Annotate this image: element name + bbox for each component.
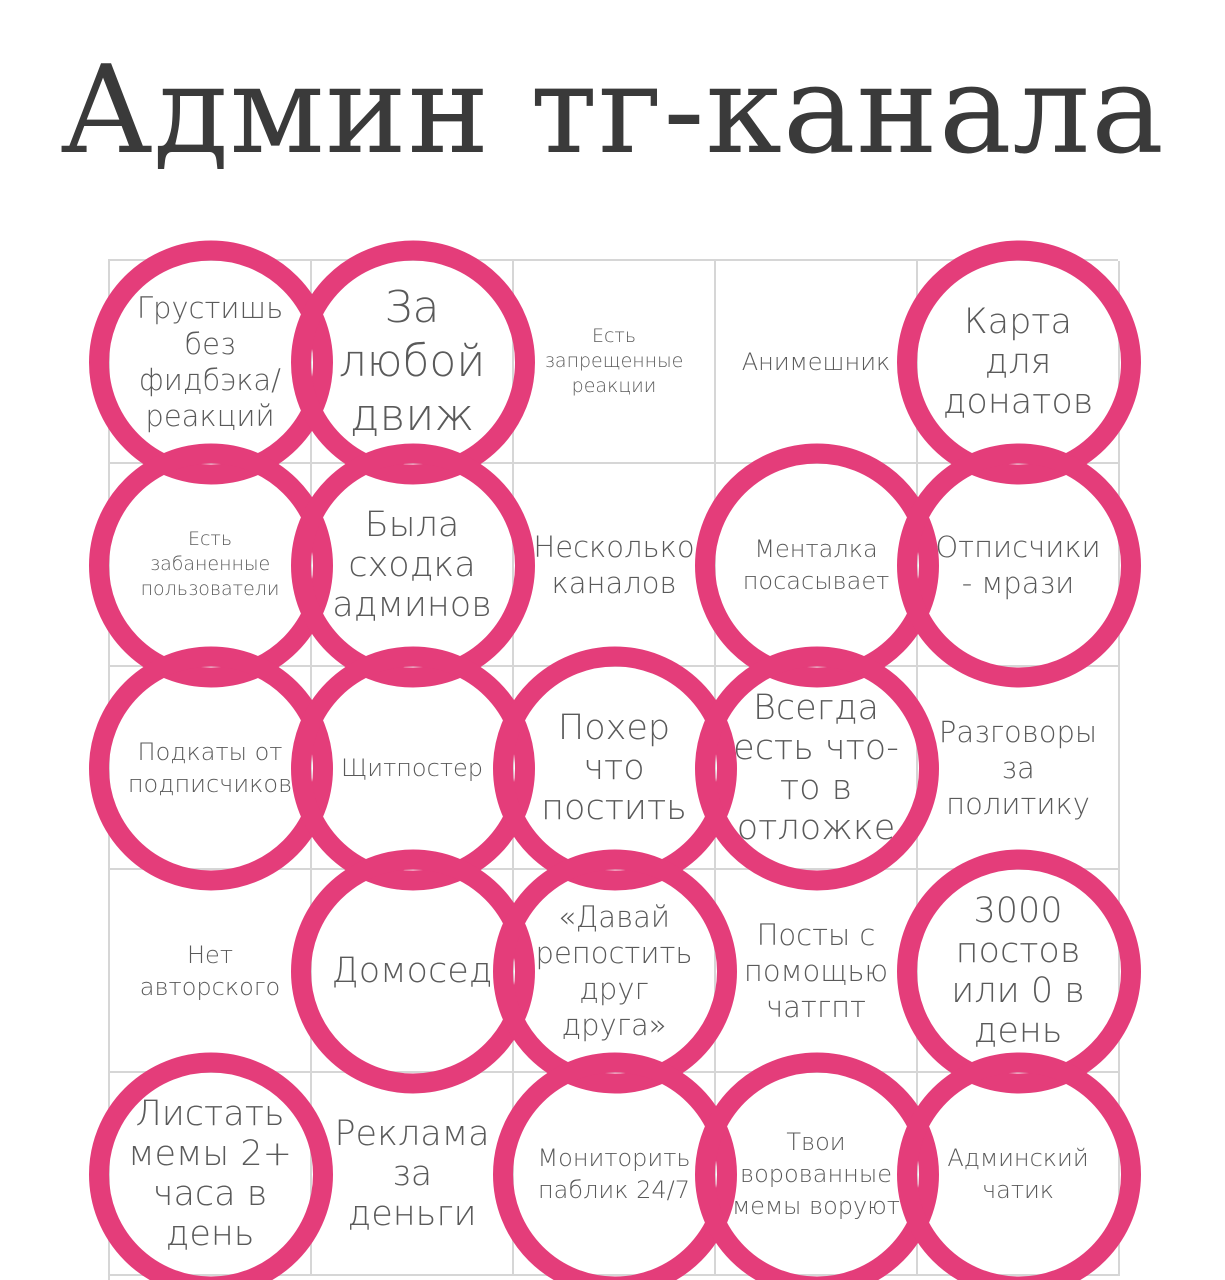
cell-text: Грустишь без фидбэка/ реакций	[136, 290, 284, 433]
bingo-cell	[312, 870, 514, 1073]
cell-text: Всегда есть что-то в отложке	[733, 687, 899, 848]
cell-text: 3000 постов или 0 в день	[951, 890, 1085, 1051]
bingo-cell	[918, 464, 1120, 667]
cell-text: Есть забаненные пользователи	[140, 528, 280, 600]
page-title: Админ тг-канала	[60, 39, 1165, 181]
bingo-grid	[108, 259, 1118, 1280]
cell-text: Щитпостер	[341, 753, 483, 782]
bingo-cell	[716, 1073, 918, 1276]
bingo-cell	[716, 870, 918, 1073]
bingo-cell	[716, 261, 918, 464]
bingo-cell	[110, 667, 312, 870]
cell-text: Мониторить паблик 24/7	[537, 1143, 691, 1204]
bingo-cell	[716, 464, 918, 667]
cell-text: Подкаты от подписчиков	[127, 737, 293, 798]
bingo-cell	[312, 261, 514, 464]
bingo-cell	[514, 261, 716, 464]
cell-text: Админский чатик	[947, 1143, 1089, 1204]
bingo-cell	[514, 870, 716, 1073]
cell-text: Домосед	[331, 950, 493, 991]
bingo-cell	[514, 1073, 716, 1276]
cell-text: Похер что постить	[541, 707, 687, 828]
cell-text: Нет авторского	[139, 940, 281, 1001]
cell-text: Посты с помощью чатгпт	[743, 917, 889, 1024]
cell-text: Твои ворованные мемы воруют	[732, 1127, 900, 1220]
bingo-cell	[514, 667, 716, 870]
cell-text: Разговоры за политику	[938, 714, 1098, 821]
bingo-cell	[918, 870, 1120, 1073]
cell-text: «Давай репостить друг друга»	[535, 899, 693, 1042]
cell-text: Менталка посасывает	[742, 534, 890, 595]
bingo-cell	[312, 1073, 514, 1276]
bingo-cell	[110, 261, 312, 464]
cell-text: Реклама за деньги	[334, 1113, 490, 1234]
bingo-cell	[514, 464, 716, 667]
cell-text: Листать мемы 2+ часа в день	[128, 1093, 292, 1254]
cell-text: Была сходка админов	[332, 504, 492, 625]
bingo-cell	[312, 464, 514, 667]
bingo-cell	[110, 870, 312, 1073]
cell-text: Карта для донатов	[942, 301, 1094, 422]
bingo-cell	[918, 1073, 1120, 1276]
bingo-cell	[110, 464, 312, 667]
bingo-cell	[918, 667, 1120, 870]
cell-text: Несколько каналов	[533, 529, 695, 600]
cell-text: Отписчики - мрази	[935, 529, 1101, 600]
cell-text: Анимешник	[741, 347, 891, 376]
cell-text: За любой движ	[338, 281, 486, 441]
bingo-cell	[716, 667, 918, 870]
cell-text: Есть запрещенные реакции	[544, 325, 684, 397]
bingo-cell	[312, 667, 514, 870]
bingo-cell	[918, 261, 1120, 464]
bingo-cell	[110, 1073, 312, 1276]
